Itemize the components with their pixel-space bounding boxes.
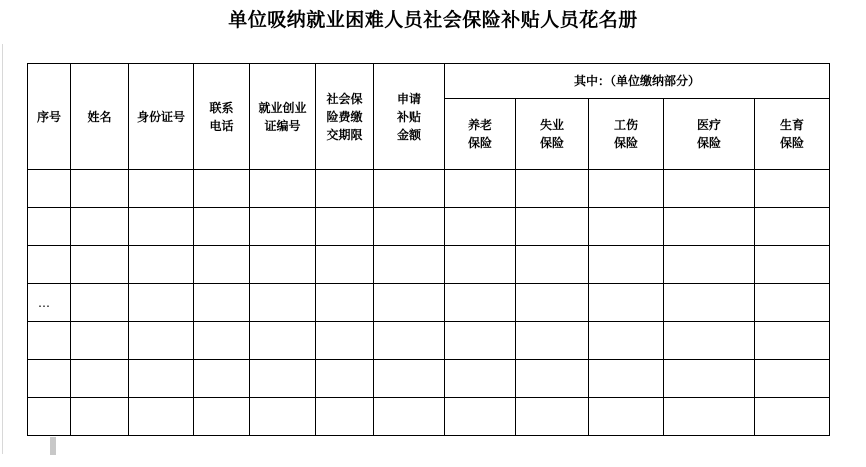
table-cell[interactable] [194,398,250,436]
table-row [28,398,830,436]
header-row-top [28,64,830,99]
table-cell-seq[interactable]: … [28,284,71,322]
table-cell[interactable] [316,246,374,284]
table-cell[interactable] [250,208,316,246]
table-cell[interactable] [445,398,516,436]
header-injury: 工伤 保险 [589,99,664,170]
header-maternity: 生育 保险 [755,99,830,170]
header-contact-phone: 联系 电话 [194,64,250,170]
table-cell[interactable] [755,360,830,398]
roster-table [27,63,830,436]
table-cell[interactable] [589,360,664,398]
table-cell[interactable] [664,284,755,322]
table-cell-seq[interactable] [28,170,71,208]
table-cell[interactable] [445,284,516,322]
table-cell[interactable] [516,170,589,208]
table-cell[interactable] [316,398,374,436]
table-cell[interactable] [316,322,374,360]
header-employment-cert: 就业创业 证编号 [250,64,316,170]
table-cell[interactable] [664,360,755,398]
table-row [28,208,830,246]
table-cell[interactable] [664,170,755,208]
table-cell[interactable] [755,208,830,246]
table-cell[interactable] [194,170,250,208]
table-cell[interactable] [194,322,250,360]
table-row [28,360,830,398]
table-row [28,170,830,208]
table-cell[interactable] [129,208,194,246]
table-row [28,322,830,360]
table-cell[interactable] [664,398,755,436]
table-cell[interactable] [129,360,194,398]
table-cell[interactable] [316,170,374,208]
table-cell[interactable] [516,284,589,322]
table-cell[interactable] [664,246,755,284]
table-cell[interactable] [129,398,194,436]
table-cell[interactable] [250,360,316,398]
roster-body [28,170,830,436]
table-cell[interactable] [71,246,129,284]
table-cell[interactable] [374,322,445,360]
table-cell-seq[interactable] [28,398,71,436]
header-name: 姓名 [71,64,129,170]
table-cell[interactable] [445,322,516,360]
table-cell[interactable] [374,208,445,246]
header-id-number: 身份证号 [129,64,194,170]
header-medical: 医疗 保险 [664,99,755,170]
table-cell[interactable] [194,208,250,246]
table-cell[interactable] [755,246,830,284]
document-title: 单位吸纳就业困难人员社会保险补贴人员花名册 [228,9,638,31]
table-cell[interactable] [250,170,316,208]
table-cell[interactable] [755,322,830,360]
page-margin-rule [2,44,3,454]
header-seq: 序号 [28,64,71,170]
table-cell[interactable] [516,360,589,398]
header-employer-part: 其中：（单位缴纳部分） [445,64,830,99]
table-cell[interactable] [250,322,316,360]
table-cell[interactable] [445,208,516,246]
table-cell[interactable] [516,322,589,360]
table-cell[interactable] [71,398,129,436]
table-cell-seq[interactable] [28,208,71,246]
header-insurance-period: 社会保 险费缴 交期限 [316,64,374,170]
table-cell[interactable] [316,284,374,322]
table-row [28,284,830,322]
table-cell[interactable] [755,284,830,322]
header-subsidy-amount: 申请 补贴 金额 [374,64,445,170]
table-cell[interactable] [71,208,129,246]
table-cell[interactable] [516,208,589,246]
header-pension: 养老 保险 [445,99,516,170]
table-cell[interactable] [589,170,664,208]
table-cell[interactable] [194,284,250,322]
table-cell-seq[interactable] [28,360,71,398]
table-cell[interactable] [316,360,374,398]
table-cell[interactable] [755,170,830,208]
table-cell[interactable] [445,246,516,284]
table-cell[interactable] [664,208,755,246]
table-cell[interactable] [374,246,445,284]
table-cell[interactable] [71,170,129,208]
table-cell[interactable] [664,322,755,360]
table-cell[interactable] [374,360,445,398]
table-cell[interactable] [316,208,374,246]
table-cell[interactable] [250,246,316,284]
table-cell[interactable] [129,322,194,360]
table-cell[interactable] [755,398,830,436]
table-cell-seq[interactable] [28,246,71,284]
table-cell[interactable] [589,246,664,284]
table-cell[interactable] [194,360,250,398]
table-cell[interactable] [374,170,445,208]
table-cell[interactable] [445,360,516,398]
table-cell[interactable] [71,322,129,360]
text-cursor-marker [50,437,56,455]
table-cell[interactable] [445,170,516,208]
table-cell[interactable] [589,322,664,360]
table-cell[interactable] [129,246,194,284]
table-cell[interactable] [250,284,316,322]
table-cell[interactable] [516,398,589,436]
table-cell[interactable] [374,284,445,322]
table-cell-seq[interactable] [28,322,71,360]
table-cell[interactable] [374,398,445,436]
table-cell[interactable] [71,284,129,322]
table-cell[interactable] [71,360,129,398]
table-cell[interactable] [589,398,664,436]
table-cell[interactable] [589,284,664,322]
table-cell[interactable] [194,246,250,284]
table-cell[interactable] [589,208,664,246]
table-row [28,246,830,284]
table-cell[interactable] [129,284,194,322]
table-cell[interactable] [250,398,316,436]
table-cell[interactable] [129,170,194,208]
header-unemployment: 失业 保险 [516,99,589,170]
table-cell[interactable] [516,246,589,284]
